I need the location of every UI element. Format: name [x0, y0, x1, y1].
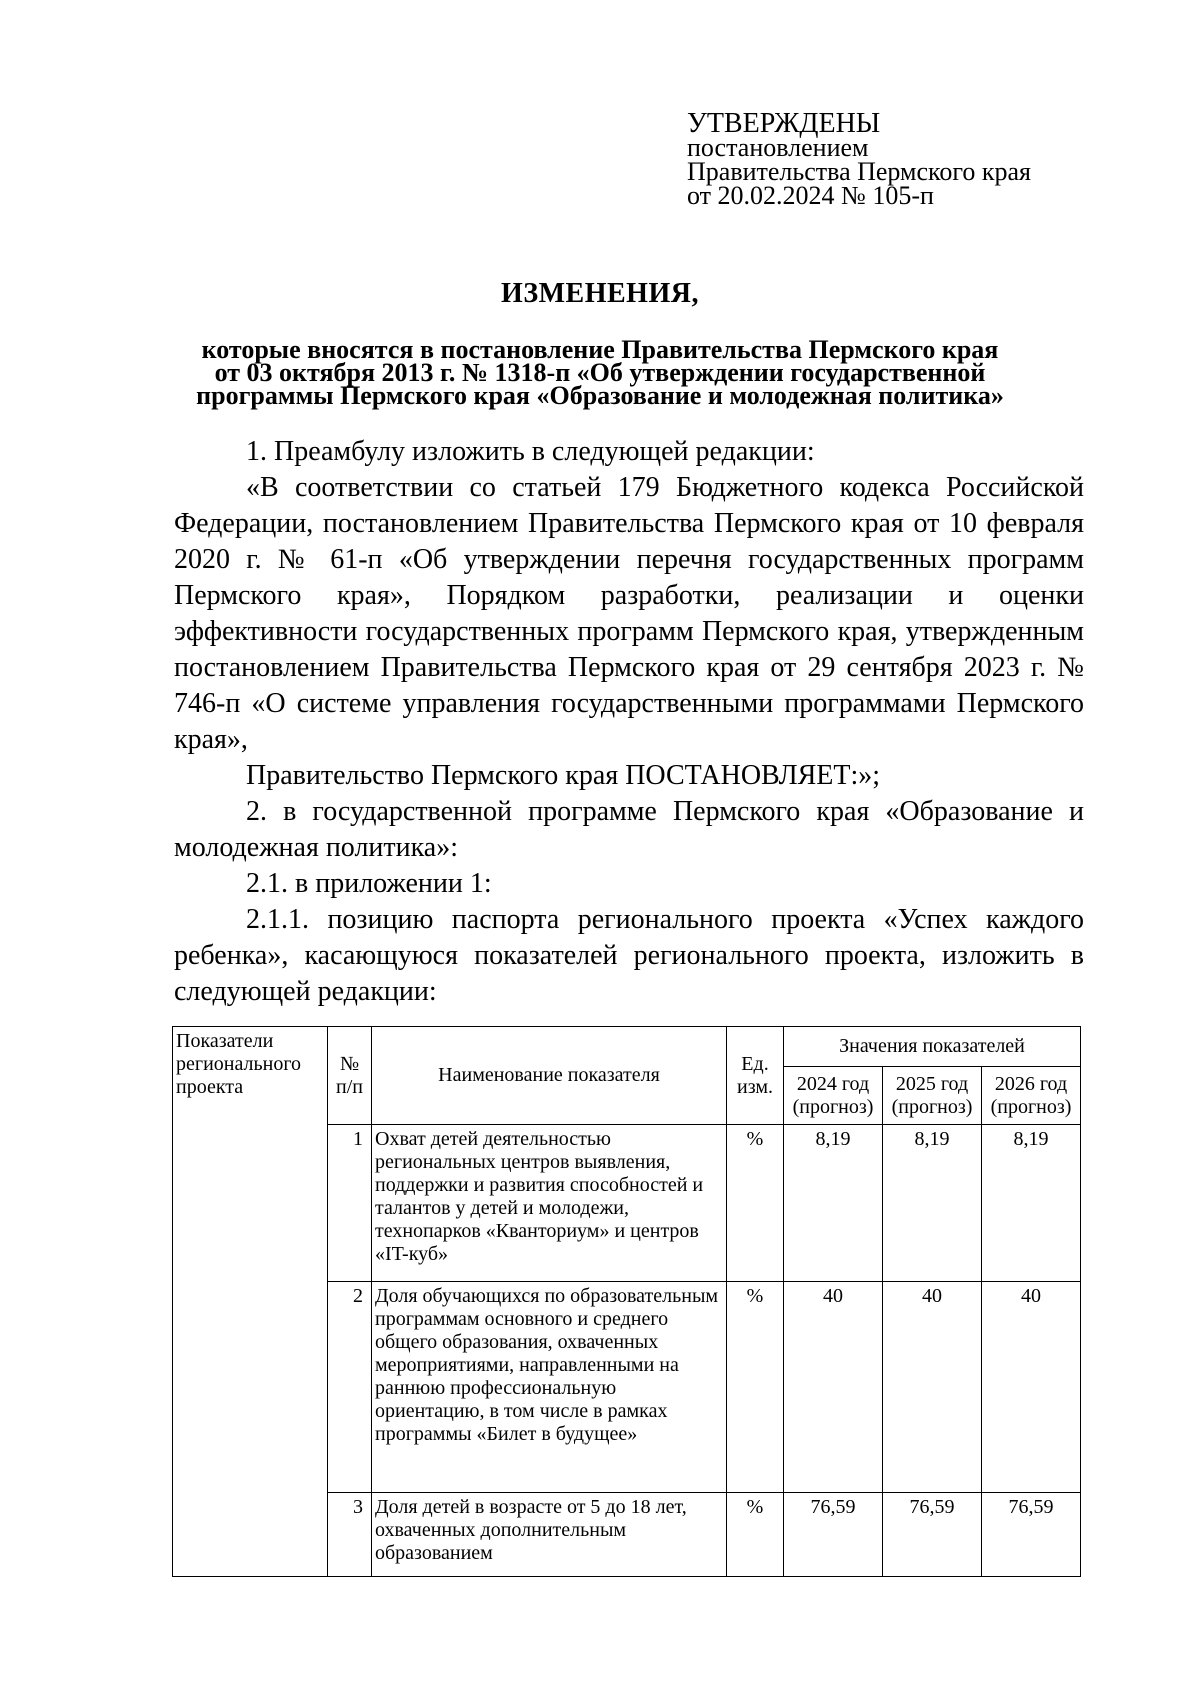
indicators-table [172, 1026, 1081, 1577]
table-header-unit: Ед. изм. [727, 1027, 784, 1125]
row-name: Доля детей в возрасте от 5 до 18 лет, охваченных дополнительным образованием [372, 1493, 727, 1577]
table-header-year: 2026 год (прогноз) [982, 1067, 1081, 1125]
row-value: 40 [784, 1282, 883, 1493]
paragraph: Правительство Пермского края ПОСТАНОВЛЯЕТ:»; [246, 760, 881, 791]
paragraph: 2.1. в приложении 1: [246, 868, 492, 899]
heading-subtitle-line: которые вносятся в постановление Правительства Пермского края [201, 335, 999, 364]
table-header-year: 2025 год (прогноз) [883, 1067, 982, 1125]
heading-subtitle-line: от 03 октября 2013 г. № 1318-п «Об утверждении государственной [214, 358, 986, 387]
row-unit: % [727, 1493, 784, 1577]
row-value: 8,19 [982, 1125, 1081, 1282]
table-header-num: № п/п [328, 1027, 372, 1125]
row-value: 76,59 [982, 1493, 1081, 1577]
row-value: 8,19 [883, 1125, 982, 1282]
row-value: 8,19 [784, 1125, 883, 1282]
document-heading [0, 278, 1200, 410]
approval-block [687, 108, 1031, 210]
row-value: 76,59 [784, 1493, 883, 1577]
row-unit: % [727, 1282, 784, 1493]
paragraph: 1. Преамбулу изложить в следующей редакции: [246, 436, 815, 467]
row-num: 1 [328, 1125, 372, 1282]
approval-line: от 20.02.2024 № 105-п [687, 181, 934, 210]
approval-title: УТВЕРЖДЕНЫ [687, 108, 881, 139]
approval-line: постановлением [687, 133, 869, 162]
row-name: Охват детей деятельностью региональных центров выявления, поддержки и развития способностей и талантов у детей и молодежи, технопарков «Кванториум» и центров «IT-куб» [372, 1125, 727, 1282]
row-name: Доля обучающихся по образовательным программам основного и среднего общего образования, охваченных мероприятиями, направленными на раннюю профессиональную ориентацию, в том числе в рамках программы «Билет в будущее» [372, 1282, 727, 1493]
paragraph: 2. в государственной программе Пермского края «Образование и молодежная политика»: [174, 796, 1084, 863]
heading-subtitle-line: программы Пермского края «Образование и молодежная политика» [196, 381, 1004, 410]
row-unit: % [727, 1125, 784, 1282]
table-header-name: Наименование показателя [372, 1027, 727, 1125]
table-header-year: 2024 год (прогноз) [784, 1067, 883, 1125]
row-num: 3 [328, 1493, 372, 1577]
approval-line: Правительства Пермского края [687, 157, 1031, 186]
document-body [174, 434, 1084, 1010]
heading-title: ИЗМЕНЕНИЯ, [501, 278, 699, 309]
row-num: 2 [328, 1282, 372, 1493]
row-value: 76,59 [883, 1493, 982, 1577]
paragraph: 2.1.1. позицию паспорта регионального проекта «Успех каждого ребенка», касающуюся показателей регионального проекта, изложить в следующей редакции: [174, 904, 1084, 1007]
row-value: 40 [982, 1282, 1081, 1493]
row-value: 40 [883, 1282, 982, 1493]
table-header-indicators: Показатели регионального проекта [173, 1027, 328, 1577]
paragraph: «В соответствии со статьей 179 Бюджетного кодекса Российской Федерации, постановлением Правительства Пермского края от 10 февраля 2020 г. № 61-п «Об утверждении перечня государственных программ Пермского края», Порядком разработки, реализации и оценки эффективности государственных программ Пермского края, утвержденным постановлением Правительства Пермского края от 29 сентября 2023 г. № 746-п «О системе управления государственными программами Пермского края», [174, 472, 1084, 755]
table-header-values-group: Значения показателей [784, 1027, 1081, 1067]
